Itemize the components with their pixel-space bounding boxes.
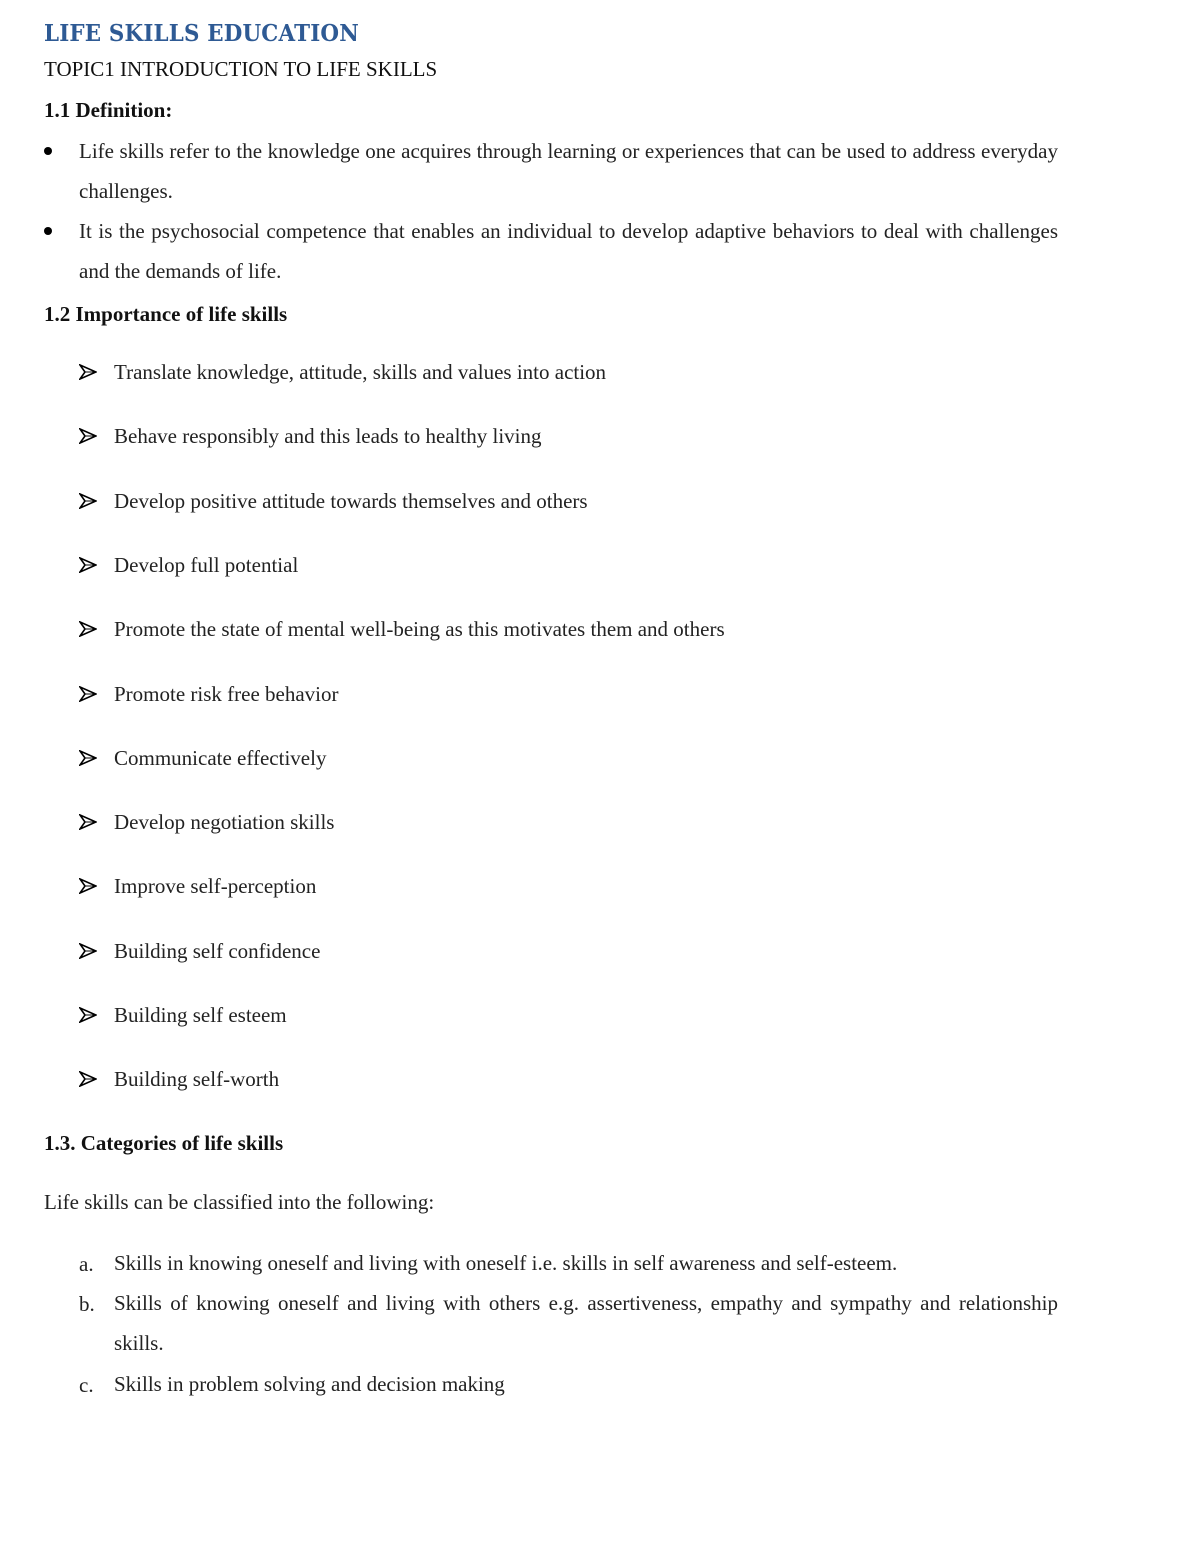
arrow-bullet-icon [79,364,97,380]
arrow-bullet-icon [79,750,97,766]
importance-heading: 1.2 Importance of life skills [44,302,288,326]
arrow-bullet-icon [79,493,97,509]
bullet-dot-icon [44,227,52,235]
arrow-bullet-icon [79,621,97,637]
importance-item: Develop negotiation skills [114,810,335,834]
category-item: Skills of knowing oneself and living with others e.g. assertiveness, empathy and sympathy and relationship skills. [114,1291,1058,1355]
importance-item: Communicate effectively [114,746,327,770]
arrow-bullet-icon [79,428,97,444]
arrow-bullet-icon [79,1071,97,1087]
importance-item: Building self-worth [114,1067,280,1091]
document-title: LIFE SKILLS EDUCATION [44,20,359,47]
importance-item: Develop positive attitude towards themselves and others [114,489,588,513]
topic-title: TOPIC1 INTRODUCTION TO LIFE SKILLS [44,57,438,81]
importance-item: Develop full potential [114,553,299,577]
list-marker: c. [79,1373,94,1397]
bullet-dot-icon [44,147,52,155]
categories-heading: 1.3. Categories of life skills [44,1131,284,1155]
list-marker: a. [79,1252,94,1276]
category-item: Skills in knowing oneself and living with oneself i.e. skills in self awareness and self-esteem. [114,1251,898,1275]
category-item: Skills in problem solving and decision making [114,1372,505,1396]
importance-item: Translate knowledge, attitude, skills and values into action [114,360,607,384]
list-marker: b. [79,1292,95,1316]
importance-item: Promote the state of mental well-being as this motivates them and others [114,617,725,641]
definition-heading: 1.1 Definition: [44,98,173,122]
definition-bullet-1: Life skills refer to the knowledge one acquires through learning or experiences that can be used to address everyday challenges. [79,139,1058,203]
definition-bullet-2: It is the psychosocial competence that enables an individual to develop adaptive behaviors to deal with challenges and the demands of life. [79,219,1058,283]
importance-item: Improve self-perception [114,874,317,898]
categories-intro: Life skills can be classified into the following: [44,1190,435,1214]
arrow-bullet-icon [79,814,97,830]
importance-item: Building self confidence [114,939,321,963]
importance-item: Behave responsibly and this leads to healthy living [114,424,542,448]
arrow-bullet-icon [79,943,97,959]
importance-item: Building self esteem [114,1003,287,1027]
arrow-bullet-icon [79,686,97,702]
arrow-bullet-icon [79,1007,97,1023]
arrow-bullet-icon [79,557,97,573]
arrow-bullet-icon [79,878,97,894]
importance-item: Promote risk free behavior [114,682,339,706]
